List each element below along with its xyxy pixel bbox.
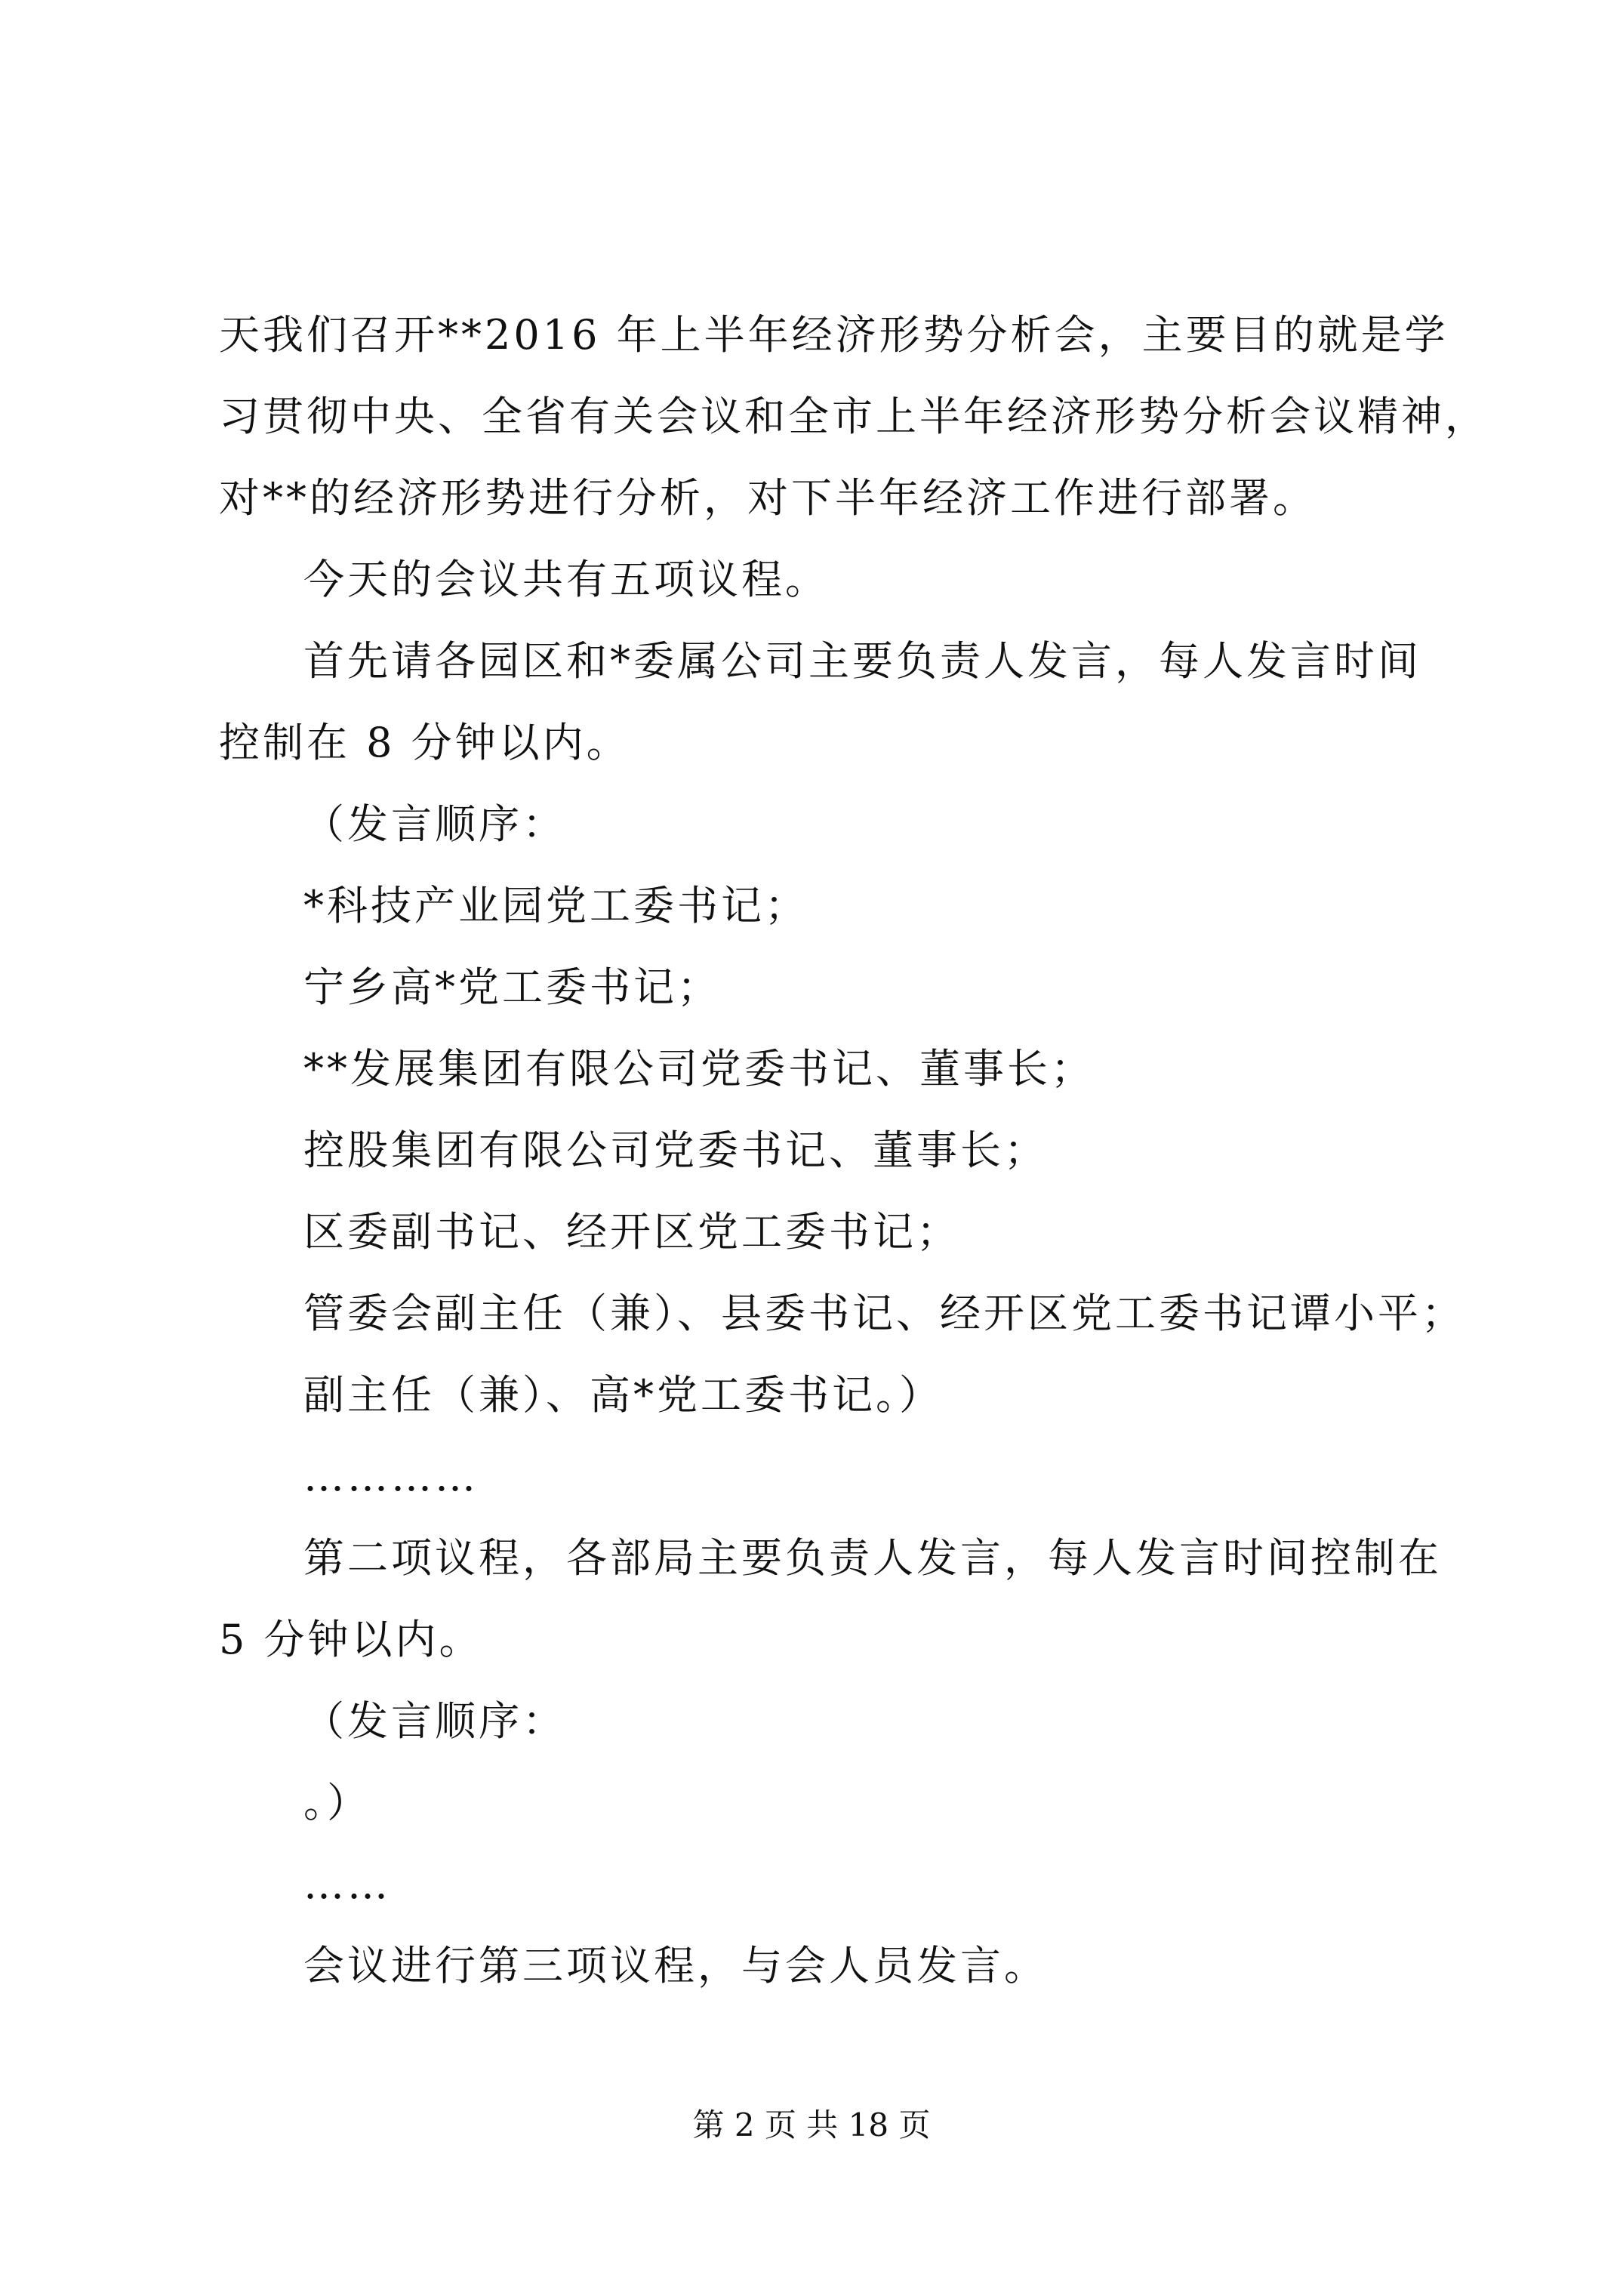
- body-line-15: …………: [303, 1453, 479, 1500]
- body-line-8: *科技产业园党工委书记；: [303, 882, 808, 929]
- body-line-1: 天我们召开**2016 年上半年经济形势分析会，主要目的就是学: [219, 311, 1449, 359]
- body-line-9: 宁乡高*党工委书记；: [303, 963, 721, 1011]
- page-number-footer: 第 2 页 共 18 页: [692, 2106, 931, 2143]
- body-line-16: 第二项议程，各部局主要负责人发言，每人发言时间控制在: [303, 1534, 1442, 1582]
- body-line-13: 管委会副主任（兼）、县委书记、经开区党工委书记谭小平；: [303, 1290, 1465, 1337]
- body-line-18: （发言顺序：: [303, 1697, 566, 1745]
- body-line-11: 控股集团有限公司党委书记、董事长；: [303, 1126, 1048, 1174]
- body-line-2: 习贯彻中央、全省有关会议和全市上半年经济形势分析会议精神，: [219, 393, 1489, 440]
- body-line-5: 首先请各园区和*委属公司主要负责人发言，每人发言时间: [303, 637, 1421, 685]
- body-line-3: 对**的经济形势进行分析，对下半年经济工作进行部署。: [219, 474, 1317, 522]
- body-line-14: 副主任（兼）、高*党工委书记。）: [303, 1371, 943, 1419]
- body-line-21: 会议进行第三项议程，与会人员发言。: [303, 1942, 1048, 1989]
- body-line-17: 5 分钟以内。: [219, 1616, 483, 1663]
- body-line-20: ……: [303, 1860, 391, 1908]
- body-line-4: 今天的会议共有五项议程。: [303, 556, 829, 603]
- body-line-12: 区委副书记、经开区党工委书记；: [303, 1208, 960, 1256]
- body-line-7: （发言顺序：: [303, 800, 566, 848]
- body-line-19: 。）: [303, 1779, 371, 1826]
- body-line-6: 控制在 8 分钟以内。: [219, 719, 630, 766]
- body-line-10: **发展集团有限公司党委书记、董事长；: [303, 1045, 1095, 1093]
